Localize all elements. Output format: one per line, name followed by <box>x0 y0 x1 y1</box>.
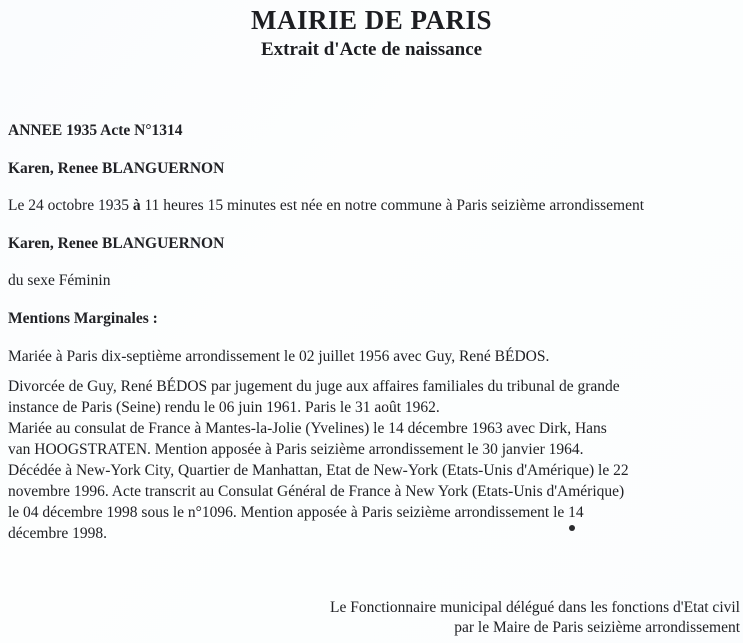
footer-signature <box>8 598 740 638</box>
mention-line: van HOOGSTRATEN. Mention apposée à Paris seizième arrondissement le 30 janvier 1964. <box>8 441 584 458</box>
act-reference: ANNEE 1935 Acte N°1314 <box>8 122 183 139</box>
mention-paragraph-marriage-2 <box>8 418 735 460</box>
mention-line: Divorcée de Guy, René BÉDOS par jugement du juge aux affaires familiales du tribunal de grande <box>8 378 620 395</box>
mention-line: le 04 décembre 1998 sous le n°1096. Mention apposée à Paris seizième arrondissement le 14 <box>8 504 584 521</box>
mention-line: Mariée à Paris dix-septième arrondissement le 02 juillet 1956 avec Guy, René BÉDOS. <box>8 348 550 365</box>
marginal-mentions-heading: Mentions Marginales : <box>8 310 158 327</box>
page-title: MAIRIE DE PARIS <box>250 5 493 35</box>
mention-line: décembre 1998. <box>8 525 107 542</box>
birth-statement-bold-at: à <box>132 197 141 214</box>
birth-statement-suffix: 11 heures 15 minutes est née en notre commune à Paris seizième arrondissement <box>140 197 645 214</box>
mention-paragraph-death <box>8 460 735 544</box>
mention-paragraph-divorce <box>8 376 735 418</box>
subject-name: Karen, Renee BLANGUERNON <box>8 160 225 177</box>
subject-name-repeat: Karen, Renee BLANGUERNON <box>8 235 225 252</box>
scan-speck <box>569 525 575 531</box>
page-subtitle: Extrait d'Acte de naissance <box>260 39 483 60</box>
mention-line: novembre 1996. Acte transcrit au Consulat Général de France à New York (Etats-Unis d'Amérique) <box>8 483 625 500</box>
footer-signature-line: par le Maire de Paris seizième arrondissement <box>454 619 740 636</box>
mention-line: instance de Paris (Seine) rendu le 06 juin 1961. Paris le 31 août 1962. <box>8 399 440 416</box>
document-header <box>0 5 743 61</box>
mention-line: Décédée à New-York City, Quartier de Manhattan, Etat de New-York (Etats-Unis d'Amérique) le 22 <box>8 462 629 479</box>
footer-signature-line: Le Fonctionnaire municipal délégué dans les fonctions d'Etat civil <box>330 599 740 616</box>
sex-statement: du sexe Féminin <box>8 272 111 289</box>
mention-line: Mariée au consulat de France à Mantes-la-Jolie (Yvelines) le 14 décembre 1963 avec Dirk, Hans <box>8 420 607 437</box>
birth-statement-prefix: Le 24 octobre 1935 <box>8 197 133 214</box>
mention-paragraph-marriage-1 <box>8 346 735 367</box>
birth-statement <box>8 195 735 216</box>
